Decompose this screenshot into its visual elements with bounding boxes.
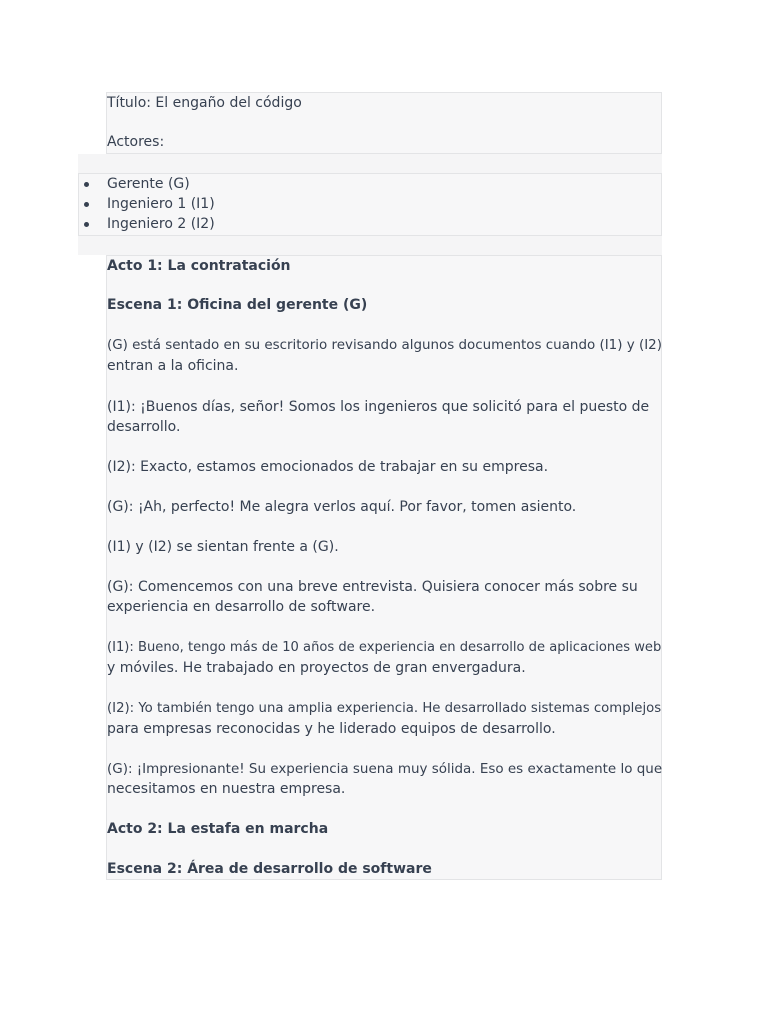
paragraph-line: (I1): ¡Buenos días, señor! Somos los ingenieros que solicitó para el puesto de [107, 399, 650, 415]
paragraph-line: (G): ¡Impresionante! Su experiencia suena muy sólida. Eso es exactamente lo que [107, 761, 663, 777]
document-title: Título: El engaño del código [107, 95, 302, 111]
paragraph-line: (G) está sentado en su escritorio revisando algunos documentos cuando (I1) y (I2) [107, 338, 662, 353]
scene1-heading: Escena 1: Oficina del gerente (G) [107, 297, 368, 313]
actors-label: Actores: [107, 134, 165, 150]
bullet-icon [84, 222, 89, 227]
paragraph-line: (G): Comencemos con una breve entrevista. Quisiera conocer más sobre su [107, 579, 638, 595]
paragraph-line: (I1) y (I2) se sientan frente a (G). [107, 539, 339, 555]
paragraph-line: experiencia en desarrollo de software. [107, 599, 376, 615]
divider-strip [78, 154, 662, 173]
divider-strip [78, 236, 662, 255]
paragraph-line: (I1): Bueno, tengo más de 10 años de experiencia en desarrollo de aplicaciones web [107, 640, 662, 655]
paragraph-line: para empresas reconocidas y he liderado equipos de desarrollo. [107, 721, 556, 737]
paragraph-line: (I2): Exacto, estamos emocionados de trabajar en su empresa. [107, 459, 549, 475]
paragraph-line: entran a la oficina. [107, 358, 239, 374]
act1-heading: Acto 1: La contratación [107, 258, 291, 274]
bullet-icon [84, 182, 89, 187]
paragraph-line: y móviles. He trabajado en proyectos de gran envergadura. [107, 660, 526, 676]
paragraph-line: (G): ¡Ah, perfecto! Me alegra verlos aquí. Por favor, tomen asiento. [107, 499, 577, 515]
actor-item: Ingeniero 1 (I1) [107, 196, 215, 212]
scene2-heading: Escena 2: Área de desarrollo de software [107, 861, 432, 877]
act2-heading: Acto 2: La estafa en marcha [107, 821, 329, 837]
actor-item: Gerente (G) [107, 176, 190, 192]
paragraph-line: (I2): Yo también tengo una amplia experiencia. He desarrollado sistemas complejos [107, 701, 662, 716]
paragraph-line: necesitamos en nuestra empresa. [107, 781, 346, 797]
paragraph-line: desarrollo. [107, 419, 181, 435]
actor-item: Ingeniero 2 (I2) [107, 216, 215, 232]
bullet-icon [84, 202, 89, 207]
